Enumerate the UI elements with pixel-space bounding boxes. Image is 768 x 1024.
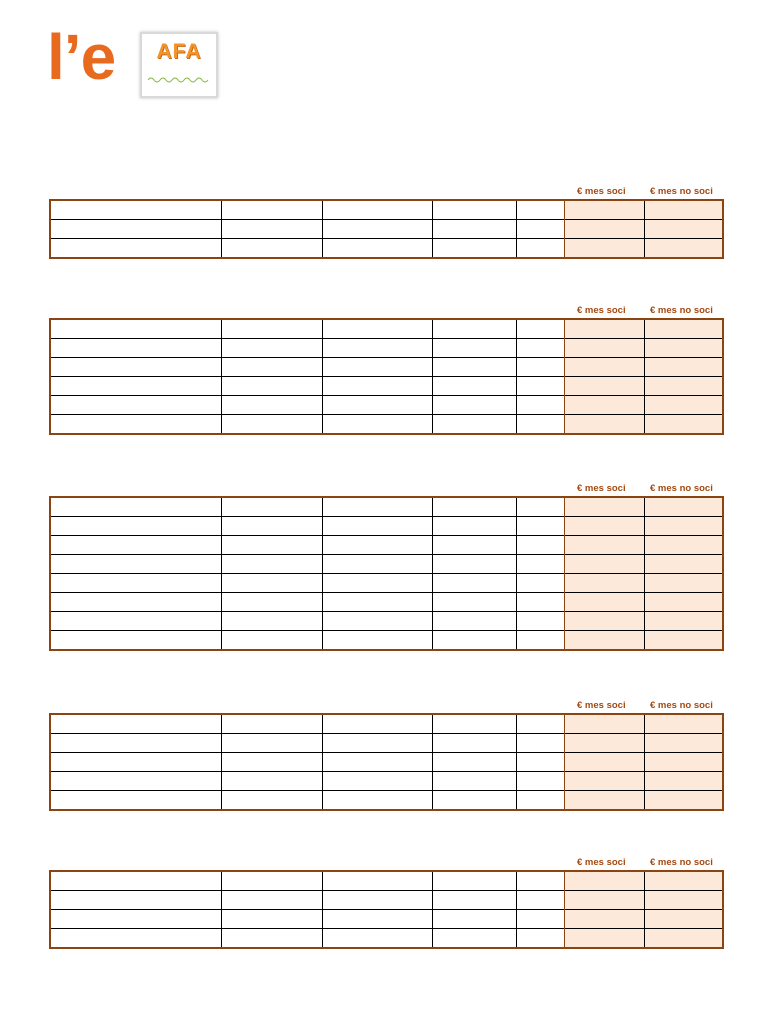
table-cell <box>516 871 564 891</box>
table-cell <box>50 358 221 377</box>
table-cell <box>221 734 322 753</box>
cell-mes-no-soci <box>644 910 723 929</box>
table-row <box>50 517 723 536</box>
table-cell <box>50 574 221 593</box>
cell-mes-soci <box>564 910 644 929</box>
table-cell <box>50 200 221 220</box>
table-cell <box>432 497 516 517</box>
table-cell <box>221 358 322 377</box>
table-cell <box>322 339 432 358</box>
cell-mes-no-soci <box>644 891 723 910</box>
table-cell <box>432 396 516 415</box>
table-cell <box>322 536 432 555</box>
cell-mes-no-soci <box>644 239 723 259</box>
fee-grid <box>49 713 724 811</box>
table-cell <box>50 791 221 811</box>
cell-mes-no-soci <box>644 929 723 949</box>
cell-mes-no-soci <box>644 415 723 435</box>
table-cell <box>432 358 516 377</box>
table-cell <box>50 714 221 734</box>
table-row <box>50 734 723 753</box>
table-cell <box>516 593 564 612</box>
fee-grid <box>49 318 724 435</box>
table-cell <box>50 871 221 891</box>
cell-mes-no-soci <box>644 593 723 612</box>
table-cell <box>432 220 516 239</box>
table-cell <box>50 415 221 435</box>
table-cell <box>322 871 432 891</box>
table-cell <box>432 377 516 396</box>
cell-mes-soci <box>564 239 644 259</box>
table-cell <box>432 772 516 791</box>
table-cell <box>322 612 432 631</box>
table-cell <box>221 396 322 415</box>
table-cell <box>221 929 322 949</box>
table-cell <box>50 396 221 415</box>
table-cell <box>432 536 516 555</box>
cell-mes-no-soci <box>644 772 723 791</box>
col-header-mes-no-soci: € mes no soci <box>650 857 713 868</box>
table-cell <box>221 714 322 734</box>
table-cell <box>516 753 564 772</box>
cell-mes-soci <box>564 791 644 811</box>
table-cell <box>322 358 432 377</box>
cell-mes-soci <box>564 714 644 734</box>
table-cell <box>432 871 516 891</box>
table-cell <box>432 891 516 910</box>
col-header-mes-soci: € mes soci <box>577 186 626 197</box>
cell-mes-soci <box>564 753 644 772</box>
table-row <box>50 929 723 949</box>
brand-logo: l’e <box>47 21 116 93</box>
table-cell <box>221 517 322 536</box>
table-cell <box>221 200 322 220</box>
cell-mes-no-soci <box>644 200 723 220</box>
table-cell <box>221 910 322 929</box>
cell-mes-no-soci <box>644 871 723 891</box>
table-cell <box>50 220 221 239</box>
table-cell <box>322 631 432 651</box>
table-row <box>50 910 723 929</box>
table-cell <box>432 517 516 536</box>
table-cell <box>50 239 221 259</box>
table-cell <box>516 200 564 220</box>
cell-mes-soci <box>564 593 644 612</box>
cell-mes-soci <box>564 415 644 435</box>
table-row <box>50 753 723 772</box>
table-cell <box>516 791 564 811</box>
table-cell <box>322 929 432 949</box>
table-cell <box>221 871 322 891</box>
table-cell <box>322 891 432 910</box>
table-cell <box>221 415 322 435</box>
table-row <box>50 319 723 339</box>
table-cell <box>516 415 564 435</box>
table-row <box>50 239 723 259</box>
table-cell <box>50 517 221 536</box>
table-cell <box>50 497 221 517</box>
cell-mes-no-soci <box>644 517 723 536</box>
table-cell <box>516 555 564 574</box>
table-cell <box>221 891 322 910</box>
table-cell <box>50 910 221 929</box>
table-cell <box>516 396 564 415</box>
table-cell <box>322 239 432 259</box>
afa-tagline-scribble <box>146 74 212 84</box>
table-cell <box>322 517 432 536</box>
table-cell <box>50 891 221 910</box>
cell-mes-soci <box>564 358 644 377</box>
table-cell <box>322 714 432 734</box>
table-cell <box>432 929 516 949</box>
fee-grid <box>49 199 724 259</box>
afa-logo <box>140 32 218 98</box>
col-header-mes-no-soci: € mes no soci <box>650 483 713 494</box>
cell-mes-no-soci <box>644 791 723 811</box>
table-cell <box>221 593 322 612</box>
cell-mes-no-soci <box>644 734 723 753</box>
table-cell <box>322 910 432 929</box>
table-cell <box>322 377 432 396</box>
table-cell <box>516 612 564 631</box>
table-cell <box>432 612 516 631</box>
table-cell <box>322 753 432 772</box>
table-cell <box>50 593 221 612</box>
table-cell <box>221 319 322 339</box>
cell-mes-no-soci <box>644 497 723 517</box>
cell-mes-soci <box>564 929 644 949</box>
table-cell <box>322 200 432 220</box>
cell-mes-no-soci <box>644 339 723 358</box>
cell-mes-soci <box>564 734 644 753</box>
cell-mes-no-soci <box>644 358 723 377</box>
col-header-mes-no-soci: € mes no soci <box>650 305 713 316</box>
cell-mes-soci <box>564 396 644 415</box>
table-row <box>50 220 723 239</box>
table-cell <box>322 220 432 239</box>
table-row <box>50 871 723 891</box>
table-cell <box>50 555 221 574</box>
cell-mes-no-soci <box>644 612 723 631</box>
table-row <box>50 396 723 415</box>
table-cell <box>432 593 516 612</box>
col-header-mes-soci: € mes soci <box>577 700 626 711</box>
table-row <box>50 631 723 651</box>
table-row <box>50 358 723 377</box>
col-header-mes-soci: € mes soci <box>577 483 626 494</box>
table-cell <box>50 929 221 949</box>
table-row <box>50 200 723 220</box>
table-cell <box>516 536 564 555</box>
cell-mes-soci <box>564 631 644 651</box>
cell-mes-soci <box>564 871 644 891</box>
table-cell <box>516 220 564 239</box>
table-cell <box>432 714 516 734</box>
cell-mes-no-soci <box>644 555 723 574</box>
col-header-mes-no-soci: € mes no soci <box>650 700 713 711</box>
table-cell <box>50 734 221 753</box>
cell-mes-soci <box>564 536 644 555</box>
table-cell <box>50 319 221 339</box>
cell-mes-no-soci <box>644 714 723 734</box>
table-cell <box>221 772 322 791</box>
cell-mes-soci <box>564 319 644 339</box>
table-cell <box>432 239 516 259</box>
table-row <box>50 891 723 910</box>
table-cell <box>50 772 221 791</box>
cell-mes-no-soci <box>644 574 723 593</box>
table-cell <box>221 612 322 631</box>
table-row <box>50 536 723 555</box>
cell-mes-no-soci <box>644 536 723 555</box>
cell-mes-soci <box>564 377 644 396</box>
cell-mes-soci <box>564 220 644 239</box>
cell-mes-soci <box>564 517 644 536</box>
table-cell <box>516 891 564 910</box>
table-cell <box>50 631 221 651</box>
table-cell <box>322 396 432 415</box>
table-cell <box>322 772 432 791</box>
table-cell <box>432 910 516 929</box>
table-row <box>50 574 723 593</box>
table-cell <box>50 339 221 358</box>
table-cell <box>432 791 516 811</box>
col-header-mes-soci: € mes soci <box>577 857 626 868</box>
table-cell <box>221 631 322 651</box>
table-cell <box>221 574 322 593</box>
table-cell <box>221 239 322 259</box>
table-cell <box>50 753 221 772</box>
fee-grid <box>49 496 724 651</box>
table-cell <box>50 377 221 396</box>
table-cell <box>516 910 564 929</box>
table-cell <box>516 734 564 753</box>
table-cell <box>221 497 322 517</box>
table-cell <box>516 631 564 651</box>
table-cell <box>50 612 221 631</box>
table-cell <box>221 753 322 772</box>
cell-mes-soci <box>564 339 644 358</box>
table-cell <box>432 200 516 220</box>
table-cell <box>432 415 516 435</box>
cell-mes-no-soci <box>644 753 723 772</box>
cell-mes-soci <box>564 555 644 574</box>
table-cell <box>516 497 564 517</box>
table-cell <box>432 319 516 339</box>
table-cell <box>221 339 322 358</box>
table-cell <box>432 631 516 651</box>
cell-mes-no-soci <box>644 377 723 396</box>
table-cell <box>516 772 564 791</box>
afa-logo-text: AFA <box>156 40 202 63</box>
table-cell <box>322 791 432 811</box>
cell-mes-soci <box>564 891 644 910</box>
table-cell <box>322 734 432 753</box>
table-row <box>50 791 723 811</box>
table-row <box>50 339 723 358</box>
table-cell <box>432 753 516 772</box>
table-cell <box>432 574 516 593</box>
table-cell <box>221 791 322 811</box>
table-row <box>50 555 723 574</box>
table-cell <box>322 555 432 574</box>
cell-mes-soci <box>564 772 644 791</box>
table-cell <box>516 339 564 358</box>
table-row <box>50 612 723 631</box>
table-cell <box>221 220 322 239</box>
table-cell <box>516 358 564 377</box>
cell-mes-soci <box>564 612 644 631</box>
table-row <box>50 497 723 517</box>
table-cell <box>516 714 564 734</box>
table-cell <box>221 536 322 555</box>
table-row <box>50 714 723 734</box>
table-cell <box>322 593 432 612</box>
table-cell <box>322 497 432 517</box>
table-cell <box>516 319 564 339</box>
cell-mes-no-soci <box>644 319 723 339</box>
table-row <box>50 593 723 612</box>
table-row <box>50 377 723 396</box>
col-header-mes-no-soci: € mes no soci <box>650 186 713 197</box>
cell-mes-soci <box>564 200 644 220</box>
table-cell <box>322 415 432 435</box>
table-cell <box>50 536 221 555</box>
cell-mes-no-soci <box>644 396 723 415</box>
table-cell <box>516 377 564 396</box>
table-row <box>50 415 723 435</box>
table-cell <box>322 574 432 593</box>
col-header-mes-soci: € mes soci <box>577 305 626 316</box>
table-cell <box>221 377 322 396</box>
table-cell <box>221 555 322 574</box>
table-cell <box>322 319 432 339</box>
table-cell <box>516 574 564 593</box>
fee-grid <box>49 870 724 949</box>
table-cell <box>516 517 564 536</box>
table-cell <box>432 555 516 574</box>
cell-mes-no-soci <box>644 631 723 651</box>
cell-mes-soci <box>564 574 644 593</box>
table-row <box>50 772 723 791</box>
table-cell <box>432 339 516 358</box>
table-cell <box>516 929 564 949</box>
table-cell <box>516 239 564 259</box>
cell-mes-soci <box>564 497 644 517</box>
table-cell <box>432 734 516 753</box>
cell-mes-no-soci <box>644 220 723 239</box>
